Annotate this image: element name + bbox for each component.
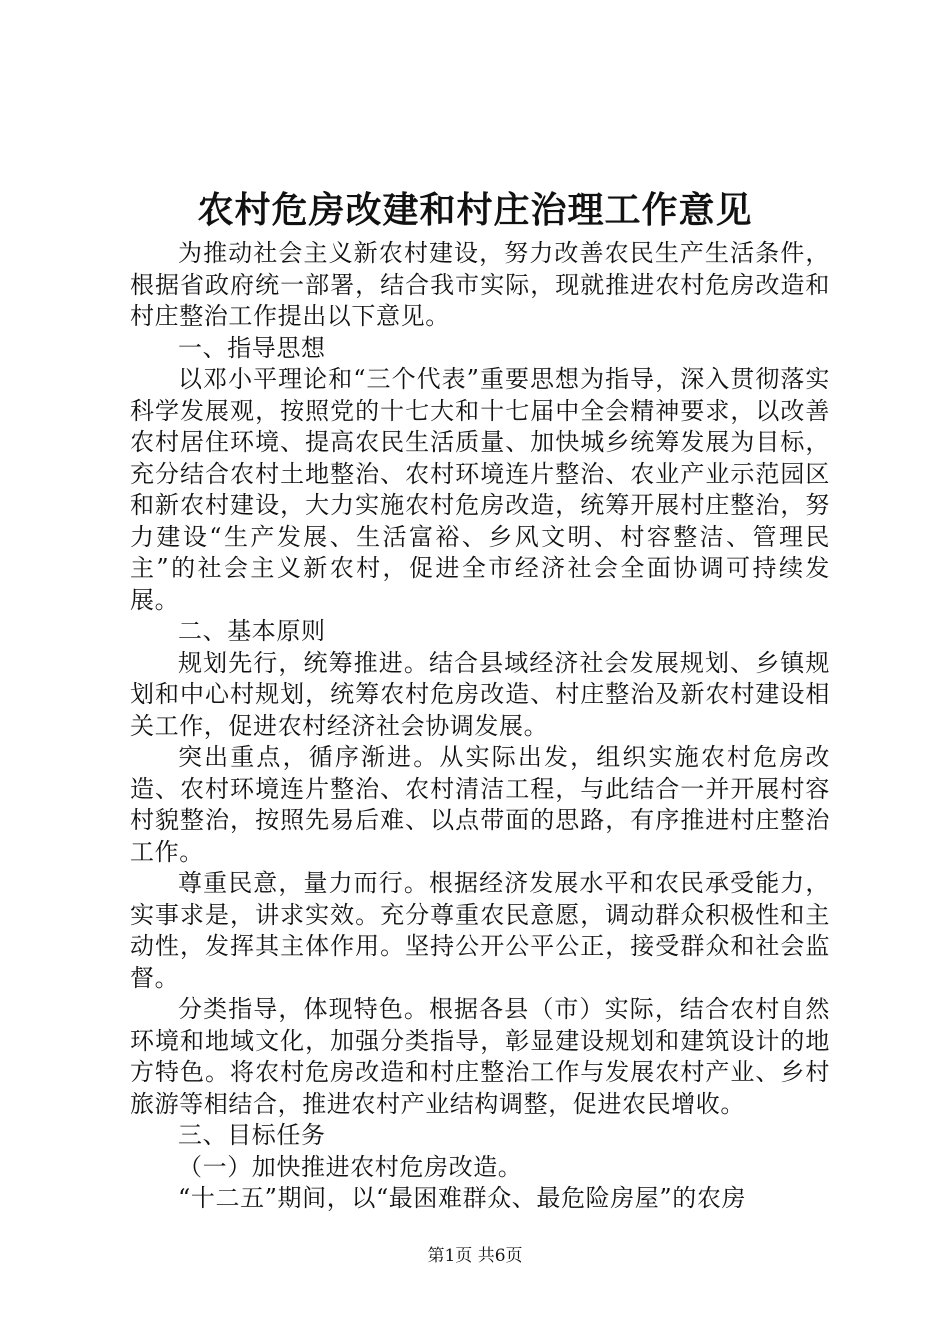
document-body	[130, 238, 830, 1215]
principle-classification-paragraph: 分类指导，体现特色。根据各县（市）实际，结合农村自然环境和地域文化，加强分类指导，彰显建设规划和建筑设计的地方特色。将农村危房改造和村庄整治工作与发展农村产业、乡村旅游等相结合，推进农村产业结构调整，促进农民增收。	[130, 995, 830, 1118]
document-title: 农村危房改建和村庄治理工作意见	[197, 189, 753, 231]
intro-paragraph: 为推动社会主义新农村建设，努力改善农民生产生活条件，根据省政府统一部署，结合我市实际，现就推进农村危房改造和村庄整治工作提出以下意见。	[130, 239, 830, 330]
subsection-heading-renovation: （一）加快推进农村危房改造。	[178, 1152, 523, 1181]
section-heading-guiding-ideology: 一、指导思想	[178, 333, 326, 362]
principle-planning-paragraph: 规划先行，统筹推进。结合县域经济社会发展规划、乡镇规划和中心村规划，统筹农村危房改造、村庄整治及新农村建设相关工作，促进农村经济社会协调发展。	[130, 648, 830, 740]
principle-public-opinion-paragraph: 尊重民意，量力而行。根据经济发展水平和农民承受能力，实事求是，讲求实效。充分尊重农民意愿，调动群众积极性和主动性，发挥其主体作用。坚持公开公平公正，接受群众和社会监督。	[130, 869, 830, 992]
section-heading-basic-principles: 二、基本原则	[178, 617, 326, 645]
renovation-paragraph: “十二五”期间，以“最困难群众、最危险房屋”的农房	[178, 1184, 747, 1212]
section-heading-targets: 三、目标任务	[178, 1121, 326, 1149]
guiding-ideology-paragraph: 以邓小平理论和“三个代表”重要思想为指导，深入贯彻落实科学发展观，按照党的十七大和十七届中全会精神要求，以改善农村居住环境、提高农民生活质量、加快城乡统筹发展为目标，充分结合农村土地整治、农村环境连片整治、农业产业示范园区和新农村建设，大力实施农村危房改造，统筹开展村庄整治，努力建设“生产发展、生活富裕、乡风文明、村容整洁、管理民主”的社会主义新农村，促进全市经济社会全面协调可持续发展。	[130, 365, 830, 614]
principle-priorities-paragraph: 突出重点，循序渐进。从实际出发，组织实施农村危房改造、农村环境连片整治、农村清洁工程，与此结合一并开展村容村貌整治，按照先易后难、以点带面的思路，有序推进村庄整治工作。	[130, 743, 830, 866]
page-footer: 第1页 共6页	[427, 1246, 523, 1266]
